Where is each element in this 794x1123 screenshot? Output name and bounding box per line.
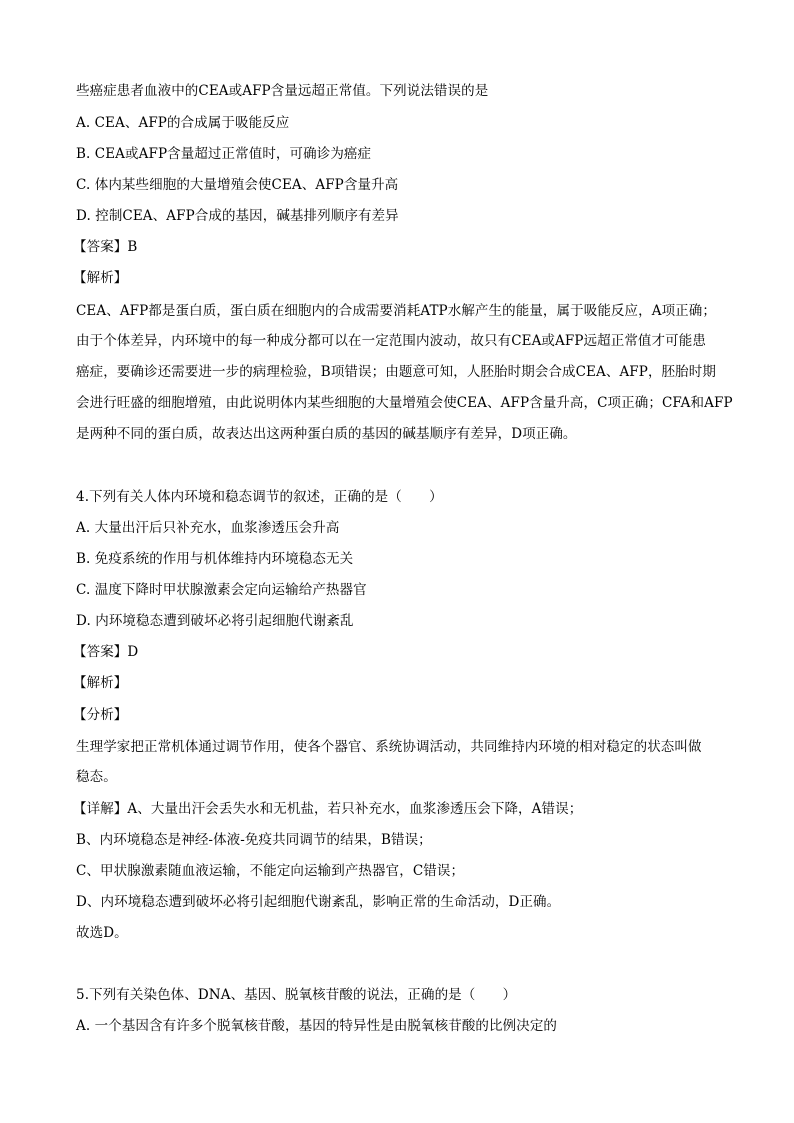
q4-detail-line: 故选D。 — [76, 925, 128, 941]
q4-stem: 4.下列有关人体内环境和稳态调节的叙述，正确的是（ ） — [76, 489, 443, 505]
q5-option-a: A. 一个基因含有许多个脱氧核苷酸，基因的特异性是由脱氧核苷酸的比例决定的 — [76, 1018, 558, 1034]
q4-fenxi-label: 【分析】 — [73, 707, 128, 723]
q4-analysis-label: 【解析】 — [73, 675, 128, 691]
q3-analysis-line: 是两种不同的蛋白质，故表达出这两种蛋白质的基因的碱基顺序有差异，D项正确。 — [76, 426, 577, 442]
q4-option-b: B. 免疫系统的作用与机体维持内环境稳态无关 — [76, 551, 354, 567]
q3-option-c: C. 体内某些细胞的大量增殖会使CEA、AFP含量升高 — [76, 177, 399, 193]
q3-option-b: B. CEA或AFP含量超过正常值时，可确诊为癌症 — [76, 146, 372, 162]
q4-option-d: D. 内环境稳态遭到破坏必将引起细胞代谢紊乱 — [76, 613, 354, 629]
q4-answer: 【答案】D — [73, 644, 139, 660]
q4-detail-line: B、内环境稳态是神经-体液-免疫共同调节的结果，B错误； — [76, 832, 432, 848]
q4-detail-line: 【详解】A、大量出汗会丢失水和无机盐，若只补充水，血浆渗透压会下降，A错误； — [73, 801, 583, 817]
q4-option-a: A. 大量出汗后只补充水，血浆渗透压会升高 — [76, 520, 340, 536]
q4-fenxi-line: 生理学家把正常机体通过调节作用，使各个器官、系统协调活动，共同维持内环境的相对稳定的状态叫做 — [76, 739, 702, 755]
q3-option-a: A. CEA、AFP的合成属于吸能反应 — [76, 115, 290, 131]
q3-option-d: D. 控制CEA、AFP合成的基因，碱基排列顺序有差异 — [76, 208, 399, 224]
q4-option-c: C. 温度下降时甲状腺激素会定向运输给产热器官 — [76, 582, 367, 598]
q3-analysis-line: CEA、AFP都是蛋白质，蛋白质在细胞内的合成需要消耗ATP水解产生的能量，属于吸能反应，A项正确； — [76, 303, 716, 319]
q3-answer: 【答案】B — [73, 239, 138, 255]
q3-stem: 些癌症患者血液中的CEA或AFP含量远超正常值。下列说法错误的是 — [76, 83, 489, 99]
q3-analysis-line: 会进行旺盛的细胞增殖，由此说明体内某些细胞的大量增殖会使CEA、AFP含量升高，C项正确；CFA和AFP — [76, 395, 733, 411]
q4-detail-line: D、内环境稳态遭到破坏必将引起细胞代谢紊乱，影响正常的生命活动，D正确。 — [76, 894, 561, 910]
q4-detail-line: C、甲状腺激素随血液运输，不能定向运输到产热器官，C错误； — [76, 863, 465, 879]
q4-fenxi-line: 稳态。 — [76, 769, 117, 785]
q3-analysis-label: 【解析】 — [73, 270, 128, 286]
q5-stem: 5.下列有关染色体、DNA、基因、脱氧核苷酸的说法，正确的是（ ） — [76, 987, 517, 1003]
q3-analysis-line: 癌症，要确诊还需要进一步的病理检验，B项错误；由题意可知，人胚胎时期会合成CEA、AFP，胚胎时期 — [76, 364, 716, 380]
q3-analysis-line: 由于个体差异，内环境中的每一种成分都可以在一定范围内波动，故只有CEA或AFP远超正常值才可能患 — [76, 333, 706, 349]
